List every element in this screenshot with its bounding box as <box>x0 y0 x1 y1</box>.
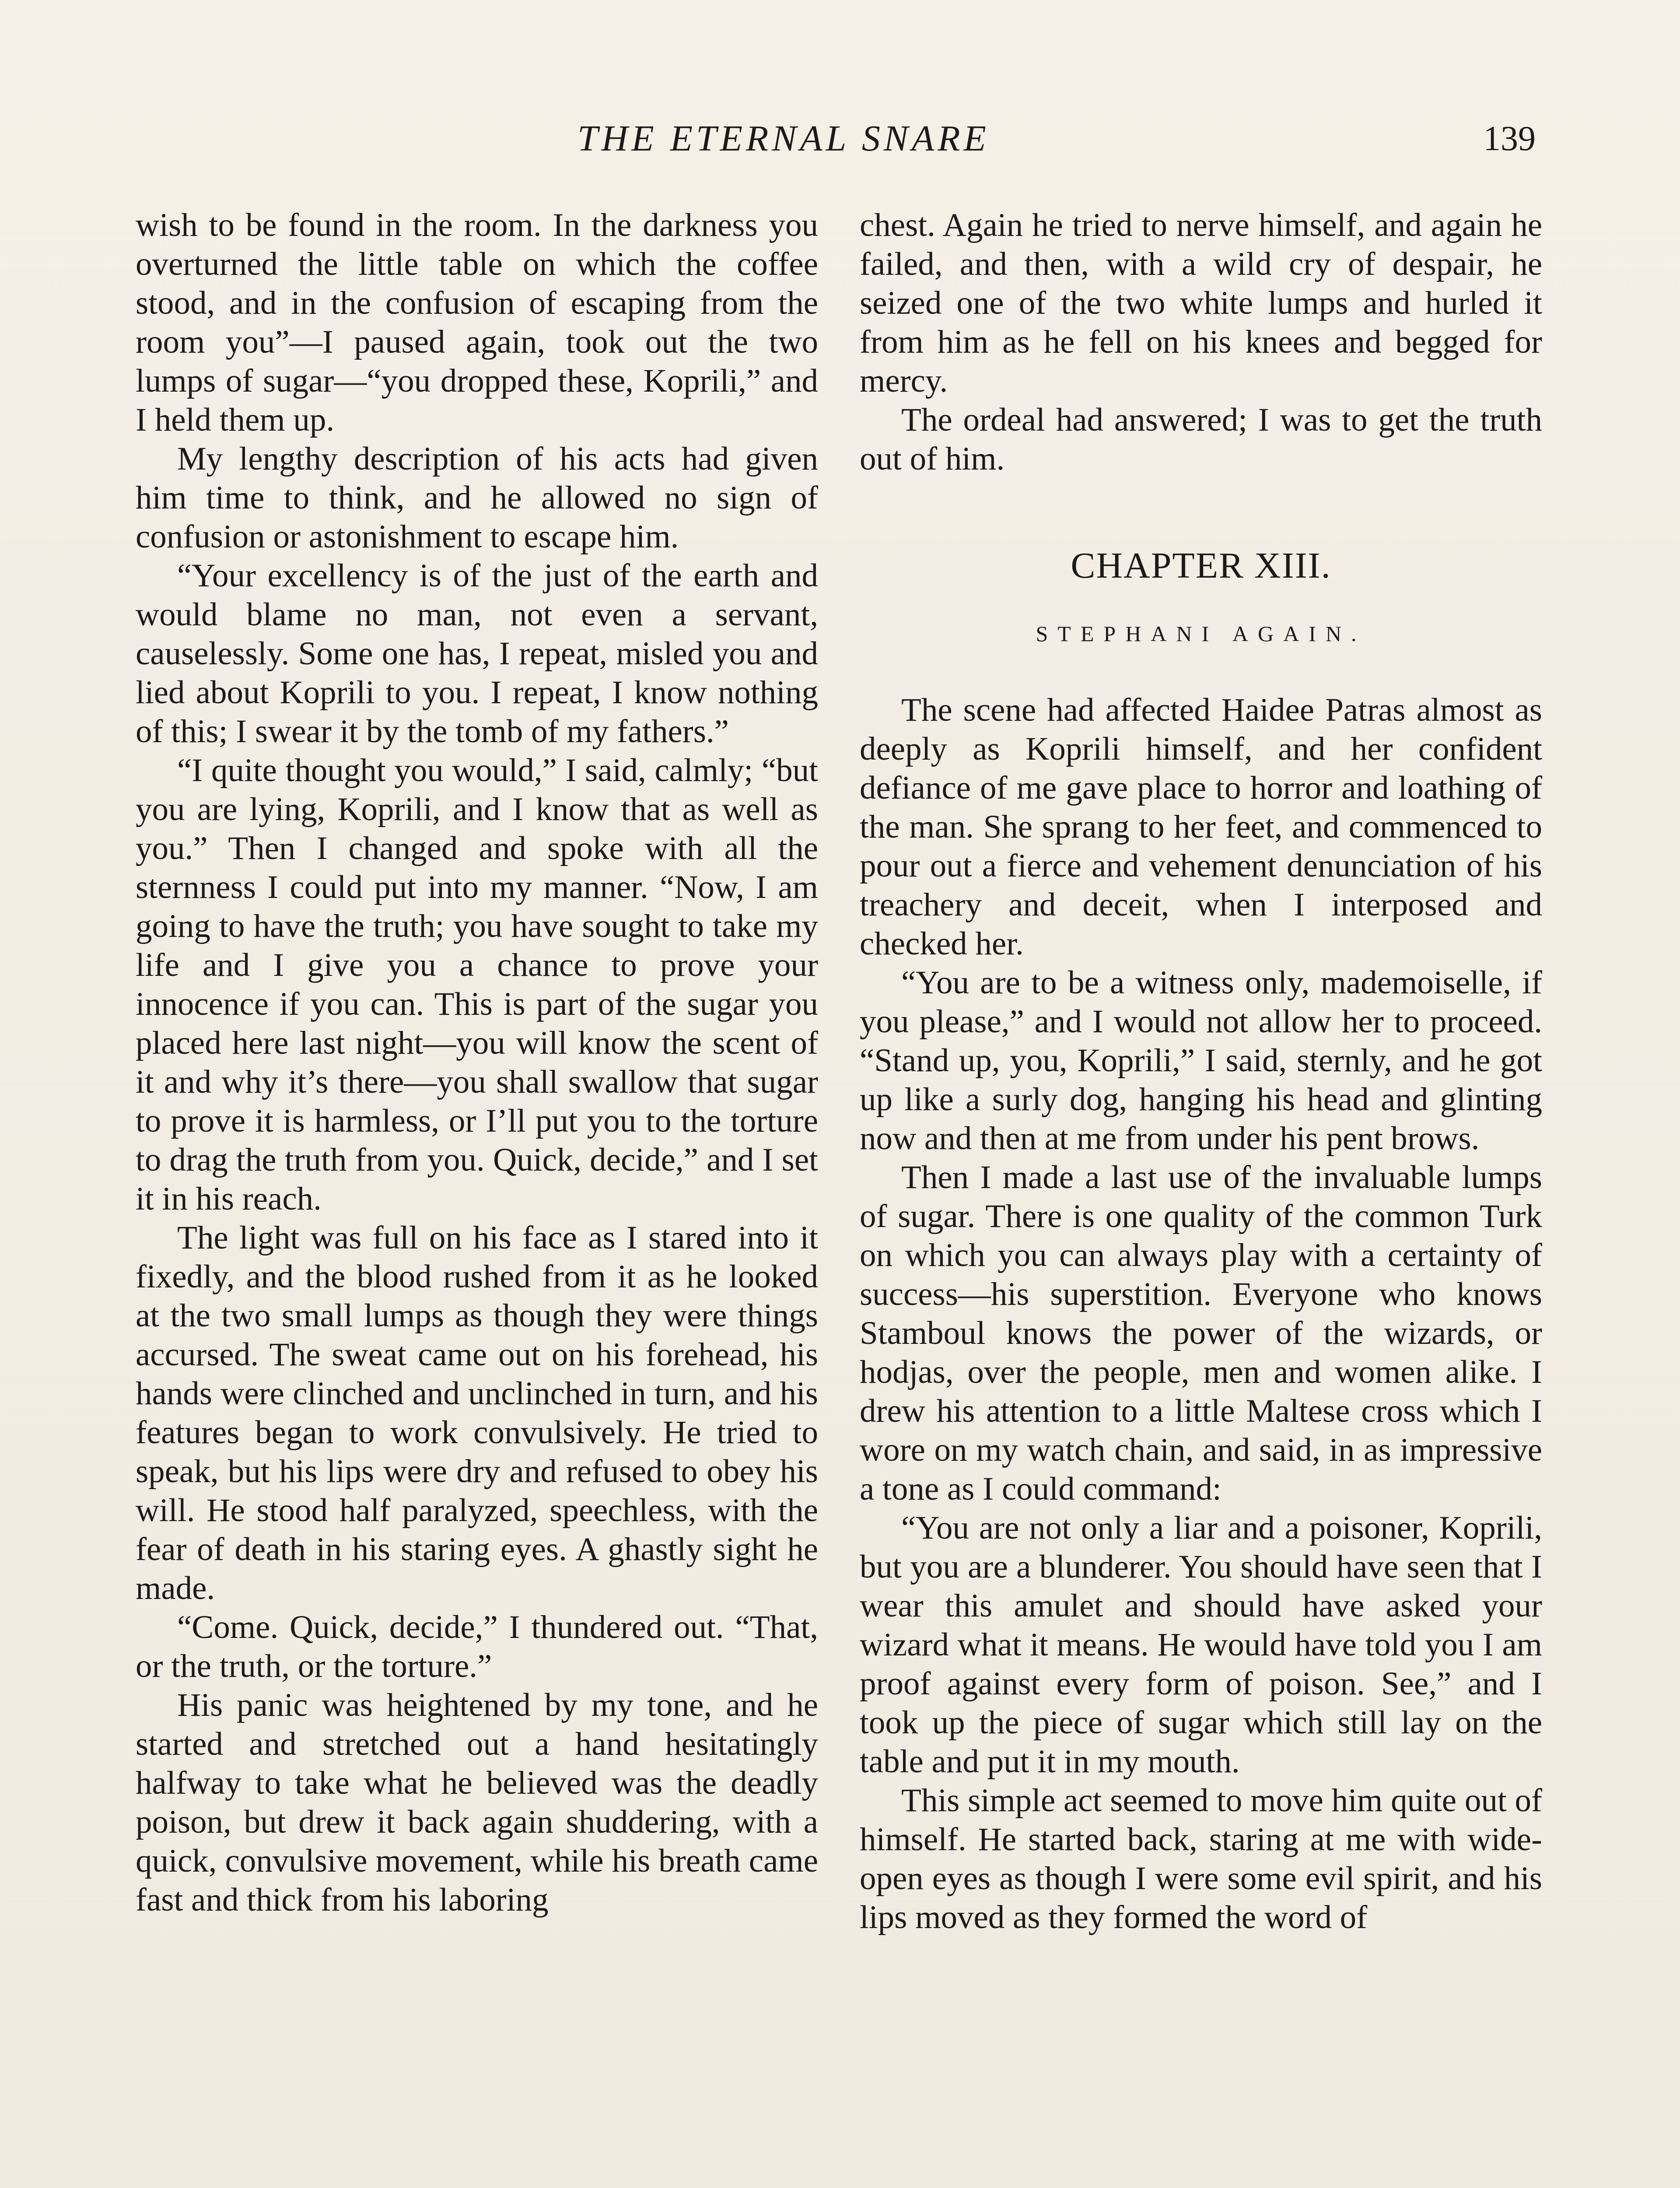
paragraph: The ordeal had answered; I was to get the truth out of him. <box>860 402 1542 477</box>
paragraph: “You are not only a liar and a poisoner, Koprili, but you are a blunderer. You should have seen that I wear this amulet and should have asked your wizard what it means. He would have told you I am proof against every form of poison. See,” and I took up the piece of sugar which still lay on the table and put it in my mouth. <box>860 1510 1542 1780</box>
running-header <box>0 117 1680 165</box>
paragraph: My lengthy description of his acts had given him time to think, and he allowed no sign of confusion or astonishment to escape him. <box>136 441 818 555</box>
chapter-heading: CHAPTER XIII. <box>1071 545 1331 586</box>
paragraph: The light was full on his face as I stared into it fixedly, and the blood rushed from it as he looked at the two small lumps as though they were things accursed. The sweat came out on his forehead, his hands were clinched and unclinched in turn, and his features began to work convulsively. He tried to speak, but his lips were dry and refused to obey his will. He stood half paralyzed, speechless, with the fear of death in his staring eyes. A ghastly sight he made. <box>136 1220 818 1606</box>
left-column <box>136 206 818 2188</box>
chapter-subtitle: STEPHANI AGAIN. <box>1036 621 1366 646</box>
paragraph: wish to be found in the room. In the darkness you overturned the little table on which the coffee stood, and in the confusion of escaping from the room you”—I paused again, took out the two lumps of sugar—“you dropped these, Koprili,” and I held them up. <box>136 207 818 438</box>
paragraph: This simple act seemed to move him quite out of himself. He started back, staring at me with wide-open eyes as though I were some evil spirit, and his lips moved as they formed the word of <box>860 1782 1542 1936</box>
paragraph: “I quite thought you would,” I said, calmly; “but you are lying, Koprili, and I know that as well as you.” Then I changed and spoke with all the sternness I could put into my manner. “Now, I am going to have the truth; you have sought to take my life and I give you a chance to prove your innocence if you can. This is part of the sugar you placed here last night—you will know the scent of it and why it’s there—you shall swallow that sugar to prove it is harmless, or I’ll put you to the torture to drag the truth from you. Quick, decide,” and I set it in his reach. <box>136 752 818 1217</box>
paragraph: Then I made a last use of the invaluable lumps of sugar. There is one quality of the common Turk on which you can always play with a certainty of success—his superstition. Everyone who knows Stamboul knows the power of the wizards, or hodjas, over the people, men and women alike. I drew his attention to a little Maltese cross which I wore on my watch chain, and said, in as impressive a tone as I could command: <box>860 1159 1542 1507</box>
running-title: THE ETERNAL SNARE <box>578 118 990 159</box>
paragraph: His panic was heightened by my tone, and he started and stretched out a hand hesitatingly halfway to take what he believed was the deadly poison, but drew it back again shuddering, with a quick, convulsive movement, while his breath came fast and thick from his laboring <box>136 1687 818 1918</box>
right-column <box>860 206 1542 2188</box>
paragraph: chest. Again he tried to nerve himself, and again he failed, and then, with a wild cry of despair, he seized one of the two white lumps and hurled it from him as he fell on his knees and begged for mercy. <box>860 207 1542 399</box>
paragraph: “Come. Quick, decide,” I thundered out. “That, or the truth, or the torture.” <box>136 1609 818 1684</box>
page-number: 139 <box>1483 119 1536 158</box>
paragraph: “You are to be a witness only, mademoiselle, if you please,” and I would not allow her to proceed. “Stand up, you, Koprili,” I said, sternly, and he got up like a surly dog, hanging his head and glinting now and then at me from under his pent brows. <box>860 964 1542 1157</box>
paragraph: The scene had affected Haidee Patras almost as deeply as Koprili himself, and her confident defiance of me gave place to horror and loathing of the man. She sprang to her feet, and commenced to pour out a fierce and vehement denunciation of his treachery and deceit, when I interposed and checked her. <box>860 692 1542 962</box>
paragraph: “Your excellency is of the just of the earth and would blame no man, not even a servant, causelessly. Some one has, I repeat, misled you and lied about Koprili to you. I repeat, I know nothing of this; I swear it by the tomb of my fathers.” <box>136 558 818 750</box>
